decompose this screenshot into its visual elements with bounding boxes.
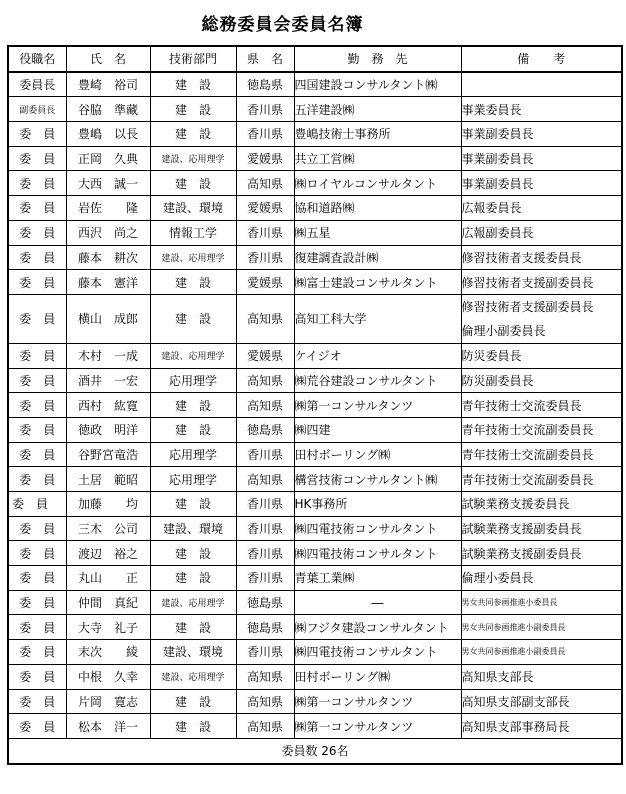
pref-cell: 香川県 — [236, 122, 294, 147]
name-cell: 西沢 尚之 — [66, 220, 150, 245]
name-cell: 豊崎 裕司 — [66, 72, 150, 97]
table-header-row — [8, 46, 622, 72]
note-cell: 高知県支部事務局長 — [461, 714, 622, 739]
dept-cell: 建 設 — [150, 417, 236, 442]
table-row — [8, 566, 622, 591]
pref-cell: 高知県 — [236, 714, 294, 739]
workplace-cell: 五洋建設㈱ — [294, 97, 461, 122]
total-row — [8, 738, 622, 763]
workplace-cell: 構営技術コンサルタント㈱ — [294, 467, 461, 492]
table-row — [8, 294, 622, 343]
role-cell: 委 員 — [8, 640, 66, 665]
note-cell: 事業委員長 — [461, 97, 622, 122]
member-count: 委員数 26名 — [8, 738, 622, 763]
workplace-cell: ㈱四建 — [294, 417, 461, 442]
role-cell: 委員長 — [8, 72, 66, 97]
note-cell: 青年技術士交流副委員長 — [461, 442, 622, 467]
workplace-cell: 協和道路㈱ — [294, 196, 461, 221]
table-body — [8, 72, 622, 739]
table-row — [8, 72, 622, 97]
workplace-cell: ケイジオ — [294, 343, 461, 368]
pref-cell: 愛媛県 — [236, 343, 294, 368]
role-cell: 委 員 — [8, 615, 66, 640]
dept-cell: 応用理学 — [150, 368, 236, 393]
workplace-cell: ㈱四電技術コンサルタント — [294, 640, 461, 665]
dept-cell: 建設、応用理学 — [150, 146, 236, 171]
name-cell: 酒井 一宏 — [66, 368, 150, 393]
workplace-cell: 高知工科大学 — [294, 294, 461, 343]
name-cell: 末次 綾 — [66, 640, 150, 665]
table-row — [8, 220, 622, 245]
dept-cell: 建 設 — [150, 615, 236, 640]
name-cell: 横山 成郎 — [66, 294, 150, 343]
pref-cell: 高知県 — [236, 664, 294, 689]
dept-cell: 建 設 — [150, 294, 236, 343]
role-cell: 委 員 — [8, 171, 66, 196]
table-row — [8, 393, 622, 418]
name-cell: 岩佐 隆 — [66, 196, 150, 221]
header-pref: 県 名 — [236, 46, 294, 72]
name-cell: 豊嶋 以長 — [66, 122, 150, 147]
dept-cell: 建設、環境 — [150, 640, 236, 665]
name-cell: 中根 久幸 — [66, 664, 150, 689]
pref-cell: 愛媛県 — [236, 146, 294, 171]
table-row — [8, 541, 622, 566]
role-cell: 委 員 — [8, 270, 66, 295]
dept-cell: 建 設 — [150, 270, 236, 295]
dept-cell: 建 設 — [150, 492, 236, 517]
role-cell: 委 員 — [8, 664, 66, 689]
workplace-cell: HK事務所 — [294, 492, 461, 517]
table-row — [8, 245, 622, 270]
role-cell: 委 員 — [8, 467, 66, 492]
name-cell: 片岡 寛志 — [66, 689, 150, 714]
note-cell: 青年技術士交流副委員長 — [461, 467, 622, 492]
note-cell: 広報委員長 — [461, 196, 622, 221]
note-cell: 事業副委員長 — [461, 122, 622, 147]
pref-cell: 香川県 — [236, 245, 294, 270]
role-cell: 委 員 — [8, 294, 66, 343]
role-cell: 委 員 — [8, 689, 66, 714]
pref-cell: 香川県 — [236, 442, 294, 467]
pref-cell: 香川県 — [236, 541, 294, 566]
workplace-cell: 復建調査設計㈱ — [294, 245, 461, 270]
role-cell: 委 員 — [8, 368, 66, 393]
table-row — [8, 640, 622, 665]
note-cell: 倫理小委員長 — [461, 566, 622, 591]
pref-cell: 徳島県 — [236, 417, 294, 442]
dept-cell: 建設、応用理学 — [150, 590, 236, 615]
note-cell: 男女共同参画推進小副委員長 — [461, 640, 622, 665]
name-cell: 大西 誠一 — [66, 171, 150, 196]
workplace-cell: ㈱富士建設コンサルタント — [294, 270, 461, 295]
dept-cell: 建設、環境 — [150, 516, 236, 541]
pref-cell: 徳島県 — [236, 590, 294, 615]
role-cell: 委 員 — [8, 492, 66, 517]
role-cell: 委 員 — [8, 122, 66, 147]
role-cell: 委 員 — [8, 566, 66, 591]
pref-cell: 愛媛県 — [236, 196, 294, 221]
header-note: 備 考 — [461, 46, 622, 72]
pref-cell: 香川県 — [236, 492, 294, 517]
role-cell: 委 員 — [8, 196, 66, 221]
table-row — [8, 122, 622, 147]
note-cell: 修習技術者支援副委員長 — [461, 270, 622, 295]
workplace-cell: ㈱第一コンサルタンツ — [294, 689, 461, 714]
table-row — [8, 343, 622, 368]
workplace-cell: ㈱五星 — [294, 220, 461, 245]
workplace-cell: ― — [294, 590, 461, 615]
role-cell: 委 員 — [8, 590, 66, 615]
table-row — [8, 492, 622, 517]
name-cell: 徳政 明洋 — [66, 417, 150, 442]
pref-cell: 愛媛県 — [236, 270, 294, 295]
note-cell: 防災委員長 — [461, 343, 622, 368]
table-row — [8, 270, 622, 295]
workplace-cell: ㈱フジタ建設コンサルタント — [294, 615, 461, 640]
header-dept: 技術部門 — [150, 46, 236, 72]
dept-cell: 建設、環境 — [150, 196, 236, 221]
name-cell: 丸山 正 — [66, 566, 150, 591]
table-row — [8, 417, 622, 442]
table-row — [8, 714, 622, 739]
committee-member-table — [7, 45, 623, 765]
header-workplace: 勤 務 先 — [294, 46, 461, 72]
table-row — [8, 97, 622, 122]
role-cell: 委 員 — [8, 442, 66, 467]
dept-cell: 建 設 — [150, 97, 236, 122]
role-cell: 委 員 — [8, 245, 66, 270]
name-cell: 正岡 久典 — [66, 146, 150, 171]
workplace-cell: 四国建設コンサルタント㈱ — [294, 72, 461, 97]
note-cell: 高知県支部副支部長 — [461, 689, 622, 714]
dept-cell: 建 設 — [150, 122, 236, 147]
name-cell: 三木 公司 — [66, 516, 150, 541]
workplace-cell: ㈱第一コンサルタンツ — [294, 714, 461, 739]
name-cell: 谷野宮竜浩 — [66, 442, 150, 467]
pref-cell: 香川県 — [236, 220, 294, 245]
table-row — [8, 196, 622, 221]
workplace-cell: ㈱ロイヤルコンサルタント — [294, 171, 461, 196]
pref-cell: 香川県 — [236, 640, 294, 665]
name-cell: 木村 一成 — [66, 343, 150, 368]
role-cell: 委 員 — [8, 220, 66, 245]
table-row — [8, 146, 622, 171]
name-cell: 西村 紘寛 — [66, 393, 150, 418]
header-name: 氏 名 — [66, 46, 150, 72]
dept-cell: 建 設 — [150, 714, 236, 739]
dept-cell: 建 設 — [150, 171, 236, 196]
workplace-cell: 田村ボーリング㈱ — [294, 664, 461, 689]
pref-cell: 高知県 — [236, 368, 294, 393]
pref-cell: 香川県 — [236, 566, 294, 591]
dept-cell: 建設、応用理学 — [150, 664, 236, 689]
pref-cell: 高知県 — [236, 171, 294, 196]
name-cell: 藤本 憲洋 — [66, 270, 150, 295]
name-cell: 土居 範昭 — [66, 467, 150, 492]
name-cell: 藤本 耕次 — [66, 245, 150, 270]
name-cell: 谷脇 準藏 — [66, 97, 150, 122]
note-cell: 青年技術士交流委員長 — [461, 393, 622, 418]
note-line: 修習技術者支援副委員長 — [461, 299, 594, 314]
role-cell: 委 員 — [8, 393, 66, 418]
dept-cell: 情報工学 — [150, 220, 236, 245]
dept-cell: 建 設 — [150, 689, 236, 714]
role-cell: 委 員 — [8, 516, 66, 541]
pref-cell: 高知県 — [236, 467, 294, 492]
note-cell: 防災副委員長 — [461, 368, 622, 393]
role-cell: 委 員 — [8, 714, 66, 739]
note-cell: 男女共同参画推進小委員長 — [461, 590, 622, 615]
table-row — [8, 171, 622, 196]
dept-cell: 応用理学 — [150, 442, 236, 467]
pref-cell: 香川県 — [236, 97, 294, 122]
pref-cell: 香川県 — [236, 516, 294, 541]
note-cell: 男女共同参画推進小副委員長 — [461, 615, 622, 640]
dept-cell: 建 設 — [150, 72, 236, 97]
role-cell: 委 員 — [8, 541, 66, 566]
workplace-cell: 共立工営㈱ — [294, 146, 461, 171]
role-cell: 委 員 — [8, 417, 66, 442]
note-cell: 試験業務支援委員長 — [461, 492, 622, 517]
table-row — [8, 664, 622, 689]
name-cell: 仲間 真紀 — [66, 590, 150, 615]
dept-cell: 建 設 — [150, 566, 236, 591]
header-role: 役職名 — [8, 46, 66, 72]
name-cell: 松本 洋一 — [66, 714, 150, 739]
workplace-cell: ㈱四電技術コンサルタント — [294, 541, 461, 566]
pref-cell: 高知県 — [236, 689, 294, 714]
note-cell: 試験業務支援副委員長 — [461, 516, 622, 541]
table-row — [8, 442, 622, 467]
workplace-cell: ㈱荒谷建設コンサルタント — [294, 368, 461, 393]
dept-cell: 建 設 — [150, 393, 236, 418]
note-cell: 試験業務支援副委員長 — [461, 541, 622, 566]
pref-cell: 徳島県 — [236, 615, 294, 640]
table-row — [8, 516, 622, 541]
dept-cell: 建設、応用理学 — [150, 245, 236, 270]
workplace-cell: 田村ボーリング㈱ — [294, 442, 461, 467]
note-cell: 修習技術者支援委員長 — [461, 245, 622, 270]
pref-cell: 徳島県 — [236, 72, 294, 97]
page-title: 総務委員会委員名簿 — [201, 15, 364, 35]
note-line: 倫理小副委員長 — [461, 323, 546, 338]
name-cell: 大寺 礼子 — [66, 615, 150, 640]
note-cell — [461, 294, 622, 343]
dept-cell: 建 設 — [150, 541, 236, 566]
table-row — [8, 467, 622, 492]
role-cell: 副委員長 — [8, 97, 66, 122]
name-cell: 加藤 均 — [66, 492, 150, 517]
workplace-cell: 青葉工業㈱ — [294, 566, 461, 591]
table-row — [8, 368, 622, 393]
table-row — [8, 590, 622, 615]
table-row — [8, 615, 622, 640]
name-cell: 渡辺 裕之 — [66, 541, 150, 566]
workplace-cell: ㈱第一コンサルタンツ — [294, 393, 461, 418]
workplace-cell: ㈱四電技術コンサルタント — [294, 516, 461, 541]
role-cell: 委 員 — [8, 343, 66, 368]
note-cell: 事業副委員長 — [461, 171, 622, 196]
table-row — [8, 689, 622, 714]
workplace-cell: 豊嶋技術士事務所 — [294, 122, 461, 147]
role-cell: 委 員 — [8, 146, 66, 171]
note-cell: 事業副委員長 — [461, 146, 622, 171]
pref-cell: 高知県 — [236, 393, 294, 418]
pref-cell: 高知県 — [236, 294, 294, 343]
note-cell: 高知県支部長 — [461, 664, 622, 689]
dept-cell: 建設、応用理学 — [150, 343, 236, 368]
note-cell: 青年技術士交流副委員長 — [461, 417, 622, 442]
note-cell — [461, 72, 622, 97]
dept-cell: 応用理学 — [150, 467, 236, 492]
note-cell: 広報副委員長 — [461, 220, 622, 245]
